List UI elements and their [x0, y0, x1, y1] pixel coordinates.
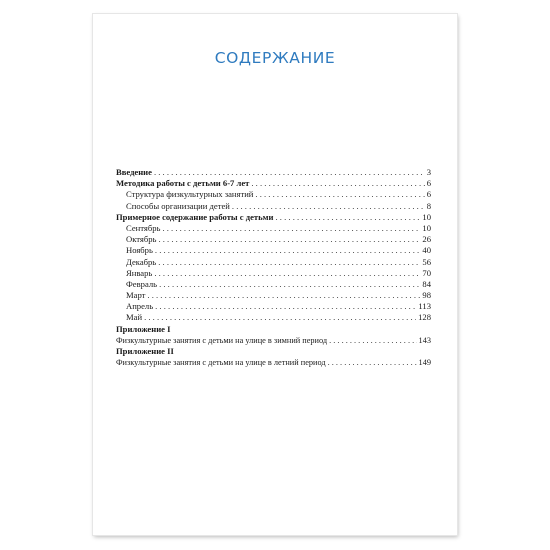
toc-entry-label: Структура физкультурных занятий: [126, 189, 254, 200]
toc-entry: [116, 290, 431, 301]
toc-entry: [116, 201, 431, 212]
dot-leader: [251, 178, 424, 189]
toc-entry-page: 6: [426, 178, 431, 189]
toc-entry: [116, 357, 431, 368]
toc-entry-label: Декабрь: [126, 256, 157, 267]
toc-entry-label: Приложение II: [116, 346, 174, 356]
toc-entry: [116, 212, 431, 223]
toc-entry-page: 40: [422, 245, 431, 256]
toc-entry: [116, 167, 431, 178]
toc-entry: [116, 257, 431, 268]
toc-entry-label: Способы организации детей: [126, 200, 230, 211]
toc-entry-page: 56: [422, 256, 431, 267]
toc-entry-label: Май: [126, 312, 143, 323]
toc-entry-label: Февраль: [126, 278, 158, 289]
toc-entry-page: 113: [418, 301, 431, 312]
page-title: СОДЕРЖАНИЕ: [214, 49, 336, 67]
toc-entry-page: 10: [422, 222, 431, 233]
toc-entry-page: 8: [426, 200, 431, 211]
dot-leader: [328, 357, 417, 368]
dot-leader: [158, 257, 420, 268]
dot-leader: [155, 245, 421, 256]
toc-entry: [116, 312, 431, 323]
dot-leader: [159, 279, 420, 290]
toc-entry: [116, 301, 431, 312]
dot-leader: [255, 189, 424, 200]
toc-entry-label: Октябрь: [126, 234, 157, 245]
dot-leader: [232, 201, 425, 212]
dot-leader: [155, 301, 416, 312]
toc-entry: [116, 279, 431, 290]
toc-entry: [116, 324, 431, 335]
toc-entry-label: Март: [126, 290, 146, 301]
toc-entry-page: 3: [426, 167, 431, 177]
toc-entry-label: Введение: [116, 167, 152, 177]
dot-leader: [276, 212, 421, 223]
dot-leader: [154, 167, 425, 178]
toc-entry-page: 70: [422, 267, 431, 278]
document-page: [93, 14, 457, 535]
toc-entry: [116, 335, 431, 346]
dot-leader: [162, 223, 420, 234]
toc-entry: [116, 234, 431, 245]
dot-leader: [144, 312, 416, 323]
table-of-contents: [116, 167, 431, 368]
toc-entry-page: 26: [422, 234, 431, 245]
toc-entry-label: Приложение I: [116, 323, 171, 334]
dot-leader: [154, 268, 420, 279]
toc-entry-page: 84: [422, 278, 431, 289]
toc-entry: [116, 223, 431, 234]
toc-entry: [116, 189, 431, 200]
toc-entry-page: 10: [422, 211, 431, 222]
dot-leader: [158, 234, 420, 245]
toc-entry: [116, 245, 431, 256]
toc-entry-label: Методика работы с детьми 6-7 лет: [116, 178, 250, 189]
toc-entry: [116, 346, 431, 357]
toc-entry-label: Ноябрь: [126, 245, 153, 256]
toc-entry-label: Апрель: [126, 301, 154, 312]
toc-entry-label: Январь: [126, 267, 153, 278]
toc-entry-page: 143: [418, 335, 431, 345]
dot-leader: [147, 290, 420, 301]
toc-entry-page: 6: [426, 189, 431, 200]
toc-entry-label: Физкультурные занятия с детьми на улице в зимний период: [116, 335, 328, 345]
dot-leader: [329, 335, 416, 346]
toc-entry-label: Примерное содержание работы с детьми: [116, 211, 274, 222]
toc-entry-page: 149: [418, 358, 431, 368]
toc-entry-page: 98: [422, 290, 431, 301]
toc-entry-page: 128: [418, 312, 431, 323]
toc-entry: [116, 178, 431, 189]
toc-entry-label: Сентябрь: [126, 222, 161, 233]
toc-entry: [116, 268, 431, 279]
toc-entry-label: Физкультурные занятия с детьми на улице в летний период: [116, 358, 326, 368]
